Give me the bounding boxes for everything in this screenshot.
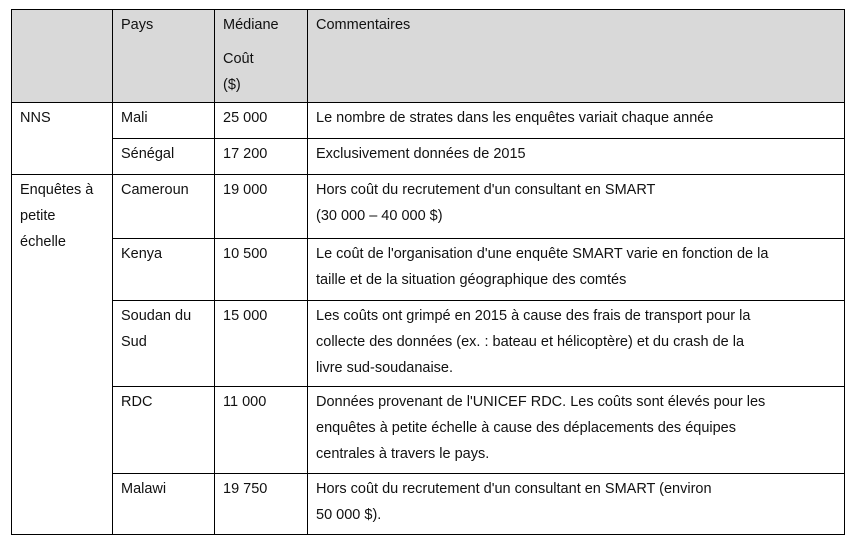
- comment-cell: [308, 103, 845, 139]
- table-row: [12, 239, 845, 301]
- country-name: Malawi: [121, 481, 167, 497]
- table-row: [12, 175, 845, 239]
- comment-line: enquêtes à petite échelle à cause des déplacements des équipes: [316, 420, 736, 436]
- country-cell: [113, 139, 215, 175]
- header-median-line: Médiane: [223, 17, 279, 33]
- median-cost-cell: 11 000: [215, 387, 308, 474]
- survey-type-label: petite: [20, 208, 56, 224]
- comment-cell: [308, 139, 845, 175]
- comment-line: Le nombre de strates dans les enquêtes variait chaque année: [316, 110, 714, 126]
- country-cell: [113, 301, 215, 387]
- header-currency-line: ($): [223, 77, 241, 93]
- median-cost-cell: 19 000: [215, 175, 308, 239]
- comment-line: Exclusivement données de 2015: [316, 146, 526, 162]
- comment-line: livre sud-soudanaise.: [316, 360, 454, 376]
- header-median-cost: [215, 10, 308, 103]
- comment-line: Hors coût du recrutement d'un consultant en SMART: [316, 182, 656, 198]
- header-comments: Commentaires: [308, 10, 845, 103]
- median-cost-cell: 17 200: [215, 139, 308, 175]
- comment-cell: [308, 474, 845, 535]
- country-cell: [113, 474, 215, 535]
- comment-line: Le coût de l'organisation d'une enquête SMART varie en fonction de la: [316, 246, 769, 262]
- comment-cell: [308, 387, 845, 474]
- survey-type-label: Enquêtes à: [20, 182, 94, 198]
- comment-cell: [308, 301, 845, 387]
- country-name: Soudan du: [121, 308, 192, 324]
- survey-type-label: échelle: [20, 234, 66, 250]
- country-cell: [113, 387, 215, 474]
- country-cell: [113, 239, 215, 301]
- country-name: Cameroun: [121, 182, 189, 198]
- country-name: Sud: [121, 334, 147, 350]
- cost-table: [11, 9, 845, 535]
- header-empty: [12, 10, 113, 103]
- median-cost-cell: 25 000: [215, 103, 308, 139]
- header-row: [12, 10, 845, 103]
- comment-line: centrales à travers le pays.: [316, 446, 490, 462]
- comment-line: (30 000 – 40 000 $): [316, 208, 443, 224]
- comment-line: Les coûts ont grimpé en 2015 à cause des frais de transport pour la: [316, 308, 751, 324]
- country-cell: [113, 175, 215, 239]
- header-cost-line: Coût: [223, 51, 254, 67]
- table-row: [12, 139, 845, 175]
- comment-line: Données provenant de l'UNICEF RDC. Les coûts sont élevés pour les: [316, 394, 766, 410]
- survey-type-cell: [12, 103, 113, 175]
- comment-line: 50 000 $).: [316, 507, 382, 523]
- country-name: Sénégal: [121, 146, 175, 162]
- header-pays: Pays: [113, 10, 215, 103]
- country-cell: [113, 103, 215, 139]
- median-cost-cell: 10 500: [215, 239, 308, 301]
- country-name: Kenya: [121, 246, 163, 262]
- comment-line: collecte des données (ex. : bateau et hélicoptère) et du crash de la: [316, 334, 745, 350]
- comment-line: taille et de la situation géographique des comtés: [316, 272, 627, 288]
- survey-type-cell: [12, 175, 113, 535]
- table-row: [12, 103, 845, 139]
- comment-line: Hors coût du recrutement d'un consultant en SMART (environ: [316, 481, 712, 497]
- comment-cell: [308, 175, 845, 239]
- country-name: RDC: [121, 394, 153, 410]
- survey-type-label: NNS: [20, 110, 51, 126]
- table-row: [12, 301, 845, 387]
- median-cost-cell: 15 000: [215, 301, 308, 387]
- median-cost-cell: 19 750: [215, 474, 308, 535]
- country-name: Mali: [121, 110, 148, 126]
- table-row: [12, 387, 845, 474]
- comment-cell: [308, 239, 845, 301]
- table-row: [12, 474, 845, 535]
